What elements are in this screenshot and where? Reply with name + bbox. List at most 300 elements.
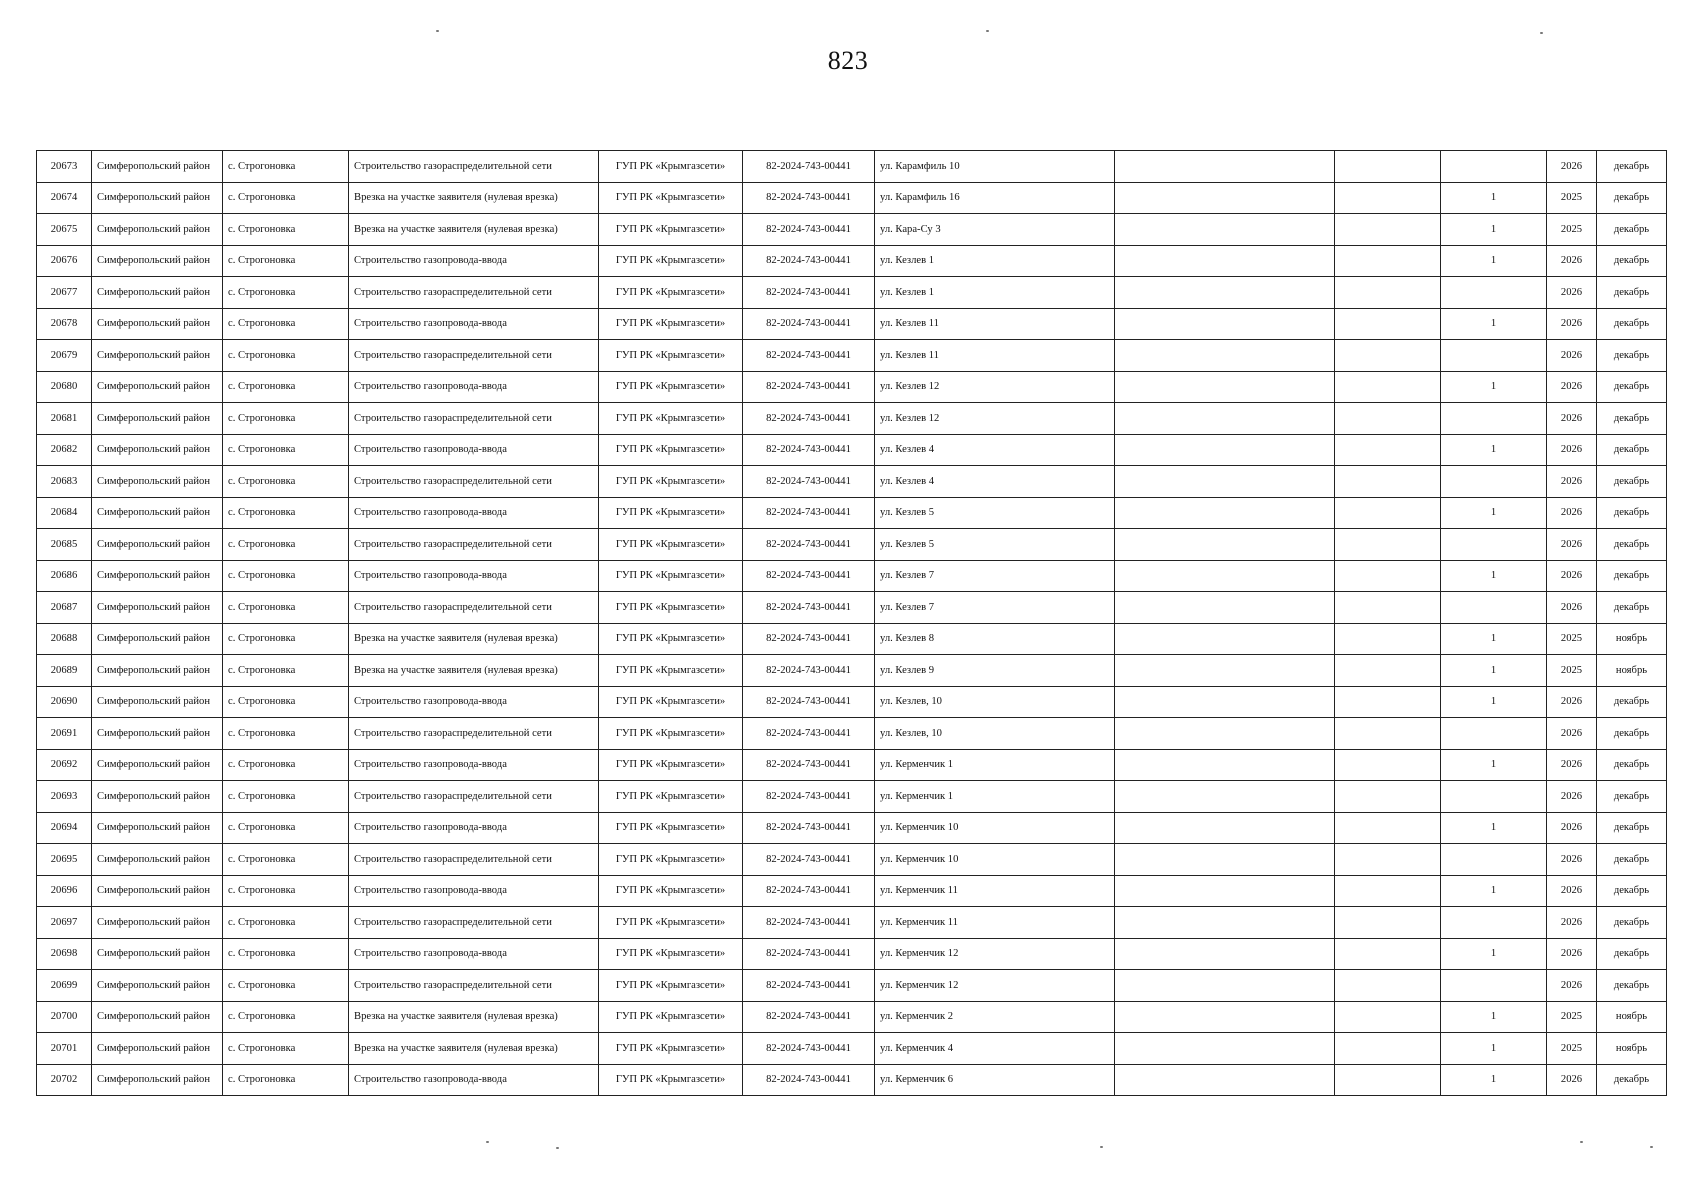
program-code-cell: 82-2024-743-00441	[743, 938, 875, 970]
row-number: 20678	[37, 308, 92, 340]
row-number: 20673	[37, 151, 92, 183]
quantity-cell	[1441, 151, 1547, 183]
row-number: 20687	[37, 592, 92, 624]
empty-cell	[1335, 214, 1441, 246]
month-cell: декабрь	[1597, 844, 1667, 876]
address-cell: ул. Керменчик 11	[875, 907, 1115, 939]
address-cell: ул. Керменчик 4	[875, 1033, 1115, 1065]
table-row	[37, 938, 1667, 970]
table-row	[37, 718, 1667, 750]
address-cell: ул. Кезлев 4	[875, 466, 1115, 498]
quantity-cell: 1	[1441, 182, 1547, 214]
month-cell: декабрь	[1597, 466, 1667, 498]
empty-cell	[1115, 1064, 1335, 1096]
district-cell: Симферопольский район	[92, 907, 223, 939]
table-row	[37, 529, 1667, 561]
work-type-cell: Строительство газораспределительной сети	[349, 970, 599, 1002]
work-type-cell: Строительство газопровода-ввода	[349, 560, 599, 592]
address-cell: ул. Керменчик 12	[875, 970, 1115, 1002]
year-cell: 2025	[1547, 1033, 1597, 1065]
row-number: 20684	[37, 497, 92, 529]
empty-cell	[1115, 907, 1335, 939]
work-type-cell: Строительство газораспределительной сети	[349, 907, 599, 939]
organization-cell: ГУП РК «Крымгазсети»	[599, 497, 743, 529]
year-cell: 2026	[1547, 434, 1597, 466]
table-row	[37, 340, 1667, 372]
district-cell: Симферопольский район	[92, 1001, 223, 1033]
year-cell: 2026	[1547, 781, 1597, 813]
district-cell: Симферопольский район	[92, 277, 223, 309]
quantity-cell	[1441, 907, 1547, 939]
empty-cell	[1115, 182, 1335, 214]
empty-cell	[1115, 781, 1335, 813]
empty-cell	[1115, 434, 1335, 466]
quantity-cell: 1	[1441, 812, 1547, 844]
quantity-cell: 1	[1441, 245, 1547, 277]
empty-cell	[1335, 466, 1441, 498]
row-number: 20679	[37, 340, 92, 372]
quantity-cell	[1441, 277, 1547, 309]
program-code-cell: 82-2024-743-00441	[743, 718, 875, 750]
year-cell: 2026	[1547, 875, 1597, 907]
quantity-cell: 1	[1441, 434, 1547, 466]
empty-cell	[1335, 497, 1441, 529]
year-cell: 2026	[1547, 907, 1597, 939]
empty-cell	[1115, 529, 1335, 561]
address-cell: ул. Кезлев 5	[875, 529, 1115, 561]
program-code-cell: 82-2024-743-00441	[743, 907, 875, 939]
scan-speck	[1580, 1141, 1583, 1143]
settlement-cell: с. Строгоновка	[223, 529, 349, 561]
month-cell: декабрь	[1597, 214, 1667, 246]
district-cell: Симферопольский район	[92, 844, 223, 876]
year-cell: 2025	[1547, 182, 1597, 214]
quantity-cell: 1	[1441, 214, 1547, 246]
quantity-cell: 1	[1441, 371, 1547, 403]
year-cell: 2026	[1547, 592, 1597, 624]
organization-cell: ГУП РК «Крымгазсети»	[599, 214, 743, 246]
table-row	[37, 655, 1667, 687]
quantity-cell	[1441, 340, 1547, 372]
settlement-cell: с. Строгоновка	[223, 434, 349, 466]
district-cell: Симферопольский район	[92, 340, 223, 372]
table-row	[37, 466, 1667, 498]
work-type-cell: Врезка на участке заявителя (нулевая врезка)	[349, 1001, 599, 1033]
empty-cell	[1335, 308, 1441, 340]
row-number: 20675	[37, 214, 92, 246]
program-code-cell: 82-2024-743-00441	[743, 151, 875, 183]
table-row	[37, 182, 1667, 214]
empty-cell	[1115, 592, 1335, 624]
empty-cell	[1335, 844, 1441, 876]
year-cell: 2026	[1547, 308, 1597, 340]
program-code-cell: 82-2024-743-00441	[743, 308, 875, 340]
organization-cell: ГУП РК «Крымгазсети»	[599, 151, 743, 183]
program-code-cell: 82-2024-743-00441	[743, 592, 875, 624]
settlement-cell: с. Строгоновка	[223, 340, 349, 372]
address-cell: ул. Карамфиль 16	[875, 182, 1115, 214]
work-type-cell: Строительство газораспределительной сети	[349, 781, 599, 813]
settlement-cell: с. Строгоновка	[223, 403, 349, 435]
row-number: 20674	[37, 182, 92, 214]
year-cell: 2026	[1547, 340, 1597, 372]
organization-cell: ГУП РК «Крымгазсети»	[599, 907, 743, 939]
empty-cell	[1115, 844, 1335, 876]
program-code-cell: 82-2024-743-00441	[743, 686, 875, 718]
empty-cell	[1115, 497, 1335, 529]
year-cell: 2026	[1547, 245, 1597, 277]
organization-cell: ГУП РК «Крымгазсети»	[599, 182, 743, 214]
settlement-cell: с. Строгоновка	[223, 718, 349, 750]
address-cell: ул. Кезлев 11	[875, 308, 1115, 340]
month-cell: декабрь	[1597, 529, 1667, 561]
settlement-cell: с. Строгоновка	[223, 466, 349, 498]
quantity-cell: 1	[1441, 623, 1547, 655]
work-type-cell: Строительство газораспределительной сети	[349, 403, 599, 435]
address-cell: ул. Керменчик 1	[875, 749, 1115, 781]
organization-cell: ГУП РК «Крымгазсети»	[599, 1064, 743, 1096]
table-row	[37, 749, 1667, 781]
organization-cell: ГУП РК «Крымгазсети»	[599, 434, 743, 466]
program-code-cell: 82-2024-743-00441	[743, 340, 875, 372]
row-number: 20699	[37, 970, 92, 1002]
organization-cell: ГУП РК «Крымгазсети»	[599, 655, 743, 687]
row-number: 20697	[37, 907, 92, 939]
district-cell: Симферопольский район	[92, 718, 223, 750]
organization-cell: ГУП РК «Крымгазсети»	[599, 686, 743, 718]
district-cell: Симферопольский район	[92, 151, 223, 183]
scan-speck	[1650, 1146, 1653, 1148]
month-cell: декабрь	[1597, 277, 1667, 309]
scan-speck	[486, 1141, 489, 1143]
district-cell: Симферопольский район	[92, 781, 223, 813]
month-cell: декабрь	[1597, 308, 1667, 340]
organization-cell: ГУП РК «Крымгазсети»	[599, 592, 743, 624]
table-row	[37, 970, 1667, 1002]
address-cell: ул. Керменчик 12	[875, 938, 1115, 970]
month-cell: декабрь	[1597, 340, 1667, 372]
empty-cell	[1335, 560, 1441, 592]
year-cell: 2026	[1547, 686, 1597, 718]
table-row	[37, 907, 1667, 939]
empty-cell	[1115, 151, 1335, 183]
work-type-cell: Строительство газопровода-ввода	[349, 938, 599, 970]
settlement-cell: с. Строгоновка	[223, 655, 349, 687]
work-type-cell: Строительство газораспределительной сети	[349, 340, 599, 372]
month-cell: декабрь	[1597, 497, 1667, 529]
row-number: 20695	[37, 844, 92, 876]
row-number: 20686	[37, 560, 92, 592]
program-code-cell: 82-2024-743-00441	[743, 1001, 875, 1033]
quantity-cell: 1	[1441, 749, 1547, 781]
year-cell: 2026	[1547, 749, 1597, 781]
table-row	[37, 214, 1667, 246]
empty-cell	[1335, 718, 1441, 750]
row-number: 20692	[37, 749, 92, 781]
district-cell: Симферопольский район	[92, 1064, 223, 1096]
program-code-cell: 82-2024-743-00441	[743, 623, 875, 655]
program-code-cell: 82-2024-743-00441	[743, 403, 875, 435]
organization-cell: ГУП РК «Крымгазсети»	[599, 875, 743, 907]
settlement-cell: с. Строгоновка	[223, 560, 349, 592]
program-code-cell: 82-2024-743-00441	[743, 434, 875, 466]
district-cell: Симферопольский район	[92, 812, 223, 844]
empty-cell	[1335, 623, 1441, 655]
table-row	[37, 497, 1667, 529]
district-cell: Симферопольский район	[92, 686, 223, 718]
district-cell: Симферопольский район	[92, 214, 223, 246]
settlement-cell: с. Строгоновка	[223, 907, 349, 939]
month-cell: декабрь	[1597, 781, 1667, 813]
month-cell: декабрь	[1597, 1064, 1667, 1096]
quantity-cell: 1	[1441, 497, 1547, 529]
district-cell: Симферопольский район	[92, 371, 223, 403]
work-type-cell: Строительство газопровода-ввода	[349, 308, 599, 340]
settlement-cell: с. Строгоновка	[223, 245, 349, 277]
work-type-cell: Врезка на участке заявителя (нулевая врезка)	[349, 1033, 599, 1065]
address-cell: ул. Кезлев, 10	[875, 686, 1115, 718]
district-cell: Симферопольский район	[92, 875, 223, 907]
empty-cell	[1335, 403, 1441, 435]
year-cell: 2026	[1547, 970, 1597, 1002]
organization-cell: ГУП РК «Крымгазсети»	[599, 403, 743, 435]
organization-cell: ГУП РК «Крымгазсети»	[599, 340, 743, 372]
empty-cell	[1335, 781, 1441, 813]
year-cell: 2026	[1547, 529, 1597, 561]
settlement-cell: с. Строгоновка	[223, 371, 349, 403]
year-cell: 2025	[1547, 1001, 1597, 1033]
empty-cell	[1335, 655, 1441, 687]
empty-cell	[1335, 340, 1441, 372]
district-cell: Симферопольский район	[92, 592, 223, 624]
address-cell: ул. Керменчик 11	[875, 875, 1115, 907]
row-number: 20680	[37, 371, 92, 403]
organization-cell: ГУП РК «Крымгазсети»	[599, 938, 743, 970]
district-cell: Симферопольский район	[92, 560, 223, 592]
page-number: 823	[827, 46, 869, 75]
empty-cell	[1115, 655, 1335, 687]
organization-cell: ГУП РК «Крымгазсети»	[599, 371, 743, 403]
empty-cell	[1115, 718, 1335, 750]
quantity-cell: 1	[1441, 1001, 1547, 1033]
empty-cell	[1115, 560, 1335, 592]
row-number: 20690	[37, 686, 92, 718]
month-cell: декабрь	[1597, 718, 1667, 750]
work-type-cell: Врезка на участке заявителя (нулевая врезка)	[349, 623, 599, 655]
month-cell: ноябрь	[1597, 623, 1667, 655]
settlement-cell: с. Строгоновка	[223, 781, 349, 813]
empty-cell	[1335, 151, 1441, 183]
month-cell: декабрь	[1597, 812, 1667, 844]
month-cell: декабрь	[1597, 245, 1667, 277]
table-row	[37, 875, 1667, 907]
district-cell: Симферопольский район	[92, 1033, 223, 1065]
address-cell: ул. Керменчик 1	[875, 781, 1115, 813]
empty-cell	[1335, 371, 1441, 403]
work-type-cell: Строительство газопровода-ввода	[349, 875, 599, 907]
empty-cell	[1335, 749, 1441, 781]
quantity-cell	[1441, 592, 1547, 624]
program-code-cell: 82-2024-743-00441	[743, 749, 875, 781]
empty-cell	[1115, 1033, 1335, 1065]
row-number: 20691	[37, 718, 92, 750]
empty-cell	[1335, 938, 1441, 970]
address-cell: ул. Кезлев 4	[875, 434, 1115, 466]
quantity-cell	[1441, 970, 1547, 1002]
address-cell: ул. Кезлев, 10	[875, 718, 1115, 750]
address-cell: ул. Кезлев 12	[875, 371, 1115, 403]
settlement-cell: с. Строгоновка	[223, 182, 349, 214]
year-cell: 2026	[1547, 1064, 1597, 1096]
month-cell: ноябрь	[1597, 655, 1667, 687]
address-cell: ул. Керменчик 2	[875, 1001, 1115, 1033]
quantity-cell	[1441, 718, 1547, 750]
organization-cell: ГУП РК «Крымгазсети»	[599, 466, 743, 498]
empty-cell	[1115, 1001, 1335, 1033]
row-number: 20677	[37, 277, 92, 309]
settlement-cell: с. Строгоновка	[223, 875, 349, 907]
address-cell: ул. Кезлев 7	[875, 560, 1115, 592]
year-cell: 2026	[1547, 718, 1597, 750]
scan-speck	[986, 30, 989, 32]
scan-speck	[436, 30, 439, 32]
empty-cell	[1335, 907, 1441, 939]
empty-cell	[1335, 277, 1441, 309]
month-cell: декабрь	[1597, 560, 1667, 592]
quantity-cell	[1441, 466, 1547, 498]
quantity-cell	[1441, 844, 1547, 876]
program-code-cell: 82-2024-743-00441	[743, 970, 875, 1002]
settlement-cell: с. Строгоновка	[223, 844, 349, 876]
table-row	[37, 403, 1667, 435]
year-cell: 2026	[1547, 277, 1597, 309]
address-cell: ул. Кара-Су 3	[875, 214, 1115, 246]
empty-cell	[1335, 686, 1441, 718]
year-cell: 2026	[1547, 560, 1597, 592]
work-type-cell: Строительство газопровода-ввода	[349, 497, 599, 529]
year-cell: 2026	[1547, 812, 1597, 844]
year-cell: 2026	[1547, 938, 1597, 970]
row-number: 20689	[37, 655, 92, 687]
table-row	[37, 1064, 1667, 1096]
quantity-cell	[1441, 403, 1547, 435]
address-cell: ул. Кезлев 7	[875, 592, 1115, 624]
work-type-cell: Строительство газопровода-ввода	[349, 686, 599, 718]
settlement-cell: с. Строгоновка	[223, 277, 349, 309]
district-cell: Симферопольский район	[92, 938, 223, 970]
empty-cell	[1335, 875, 1441, 907]
district-cell: Симферопольский район	[92, 655, 223, 687]
empty-cell	[1115, 812, 1335, 844]
quantity-cell: 1	[1441, 308, 1547, 340]
empty-cell	[1115, 970, 1335, 1002]
work-type-cell: Строительство газопровода-ввода	[349, 371, 599, 403]
empty-cell	[1115, 623, 1335, 655]
month-cell: декабрь	[1597, 970, 1667, 1002]
address-cell: ул. Керменчик 10	[875, 812, 1115, 844]
work-type-cell: Строительство газораспределительной сети	[349, 718, 599, 750]
work-type-cell: Строительство газопровода-ввода	[349, 434, 599, 466]
work-type-cell: Врезка на участке заявителя (нулевая врезка)	[349, 214, 599, 246]
district-cell: Симферопольский район	[92, 623, 223, 655]
organization-cell: ГУП РК «Крымгазсети»	[599, 560, 743, 592]
work-type-cell: Строительство газопровода-ввода	[349, 812, 599, 844]
table-row	[37, 686, 1667, 718]
program-code-cell: 82-2024-743-00441	[743, 844, 875, 876]
month-cell: декабрь	[1597, 151, 1667, 183]
empty-cell	[1335, 1064, 1441, 1096]
row-number: 20694	[37, 812, 92, 844]
table-row	[37, 1001, 1667, 1033]
organization-cell: ГУП РК «Крымгазсети»	[599, 844, 743, 876]
program-code-cell: 82-2024-743-00441	[743, 245, 875, 277]
table-row	[37, 781, 1667, 813]
month-cell: декабрь	[1597, 592, 1667, 624]
program-code-cell: 82-2024-743-00441	[743, 1033, 875, 1065]
table-row	[37, 812, 1667, 844]
row-number: 20702	[37, 1064, 92, 1096]
row-number: 20682	[37, 434, 92, 466]
scan-speck	[1540, 32, 1543, 34]
organization-cell: ГУП РК «Крымгазсети»	[599, 718, 743, 750]
empty-cell	[1115, 749, 1335, 781]
row-number: 20698	[37, 938, 92, 970]
quantity-cell	[1441, 529, 1547, 561]
month-cell: декабрь	[1597, 749, 1667, 781]
district-cell: Симферопольский район	[92, 245, 223, 277]
settlement-cell: с. Строгоновка	[223, 623, 349, 655]
district-cell: Симферопольский район	[92, 182, 223, 214]
organization-cell: ГУП РК «Крымгазсети»	[599, 781, 743, 813]
table-row	[37, 308, 1667, 340]
organization-cell: ГУП РК «Крымгазсети»	[599, 812, 743, 844]
organization-cell: ГУП РК «Крымгазсети»	[599, 277, 743, 309]
work-type-cell: Строительство газораспределительной сети	[349, 844, 599, 876]
program-code-cell: 82-2024-743-00441	[743, 1064, 875, 1096]
quantity-cell: 1	[1441, 938, 1547, 970]
program-code-cell: 82-2024-743-00441	[743, 277, 875, 309]
empty-cell	[1335, 529, 1441, 561]
district-cell: Симферопольский район	[92, 308, 223, 340]
quantity-cell: 1	[1441, 655, 1547, 687]
program-code-cell: 82-2024-743-00441	[743, 466, 875, 498]
empty-cell	[1115, 214, 1335, 246]
empty-cell	[1335, 434, 1441, 466]
settlement-cell: с. Строгоновка	[223, 151, 349, 183]
month-cell: декабрь	[1597, 403, 1667, 435]
district-cell: Симферопольский район	[92, 466, 223, 498]
address-cell: ул. Кезлев 1	[875, 245, 1115, 277]
empty-cell	[1115, 466, 1335, 498]
settlement-cell: с. Строгоновка	[223, 812, 349, 844]
register-body	[37, 151, 1667, 1096]
table-row	[37, 592, 1667, 624]
table-row	[37, 1033, 1667, 1065]
row-number: 20696	[37, 875, 92, 907]
organization-cell: ГУП РК «Крымгазсети»	[599, 1033, 743, 1065]
program-code-cell: 82-2024-743-00441	[743, 781, 875, 813]
settlement-cell: с. Строгоновка	[223, 938, 349, 970]
work-type-cell: Строительство газопровода-ввода	[349, 1064, 599, 1096]
year-cell: 2026	[1547, 371, 1597, 403]
district-cell: Симферопольский район	[92, 497, 223, 529]
address-cell: ул. Кезлев 11	[875, 340, 1115, 372]
empty-cell	[1115, 340, 1335, 372]
quantity-cell: 1	[1441, 686, 1547, 718]
program-code-cell: 82-2024-743-00441	[743, 497, 875, 529]
address-cell: ул. Кезлев 8	[875, 623, 1115, 655]
table-row	[37, 560, 1667, 592]
